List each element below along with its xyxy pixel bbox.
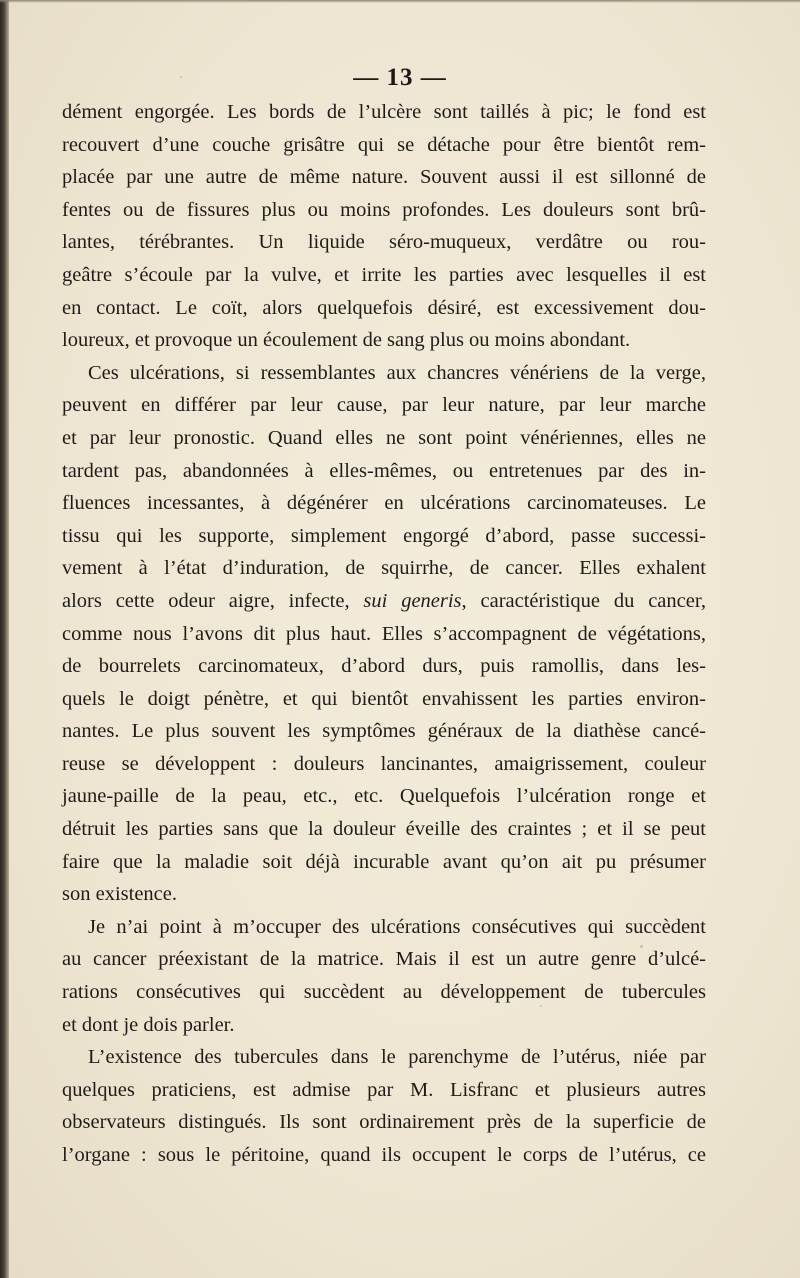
text-line: au cancer préexistant de la matrice. Mais il est un autre genre d’ulcé- bbox=[62, 948, 706, 971]
text-line: faire que la maladie soit déjà incurable avant qu’on ait pu présumer bbox=[62, 850, 706, 873]
text-segment: alors cette odeur aigre, infecte, bbox=[62, 589, 364, 612]
text-line: vement à l’état d’induration, de squirrhe, de cancer. Elles exhalent bbox=[62, 557, 706, 580]
paper-spot bbox=[640, 945, 643, 948]
text-segment: , caractéristique du cancer, bbox=[461, 589, 706, 612]
text-line: fentes ou de fissures plus ou moins profondes. Les douleurs sont brû- bbox=[62, 198, 706, 221]
text-line: comme nous l’avons dit plus haut. Elles s’accompagnent de végétations, bbox=[62, 622, 706, 645]
text-line: reuse se développent : douleurs lancinantes, amaigrissement, couleur bbox=[62, 752, 706, 775]
paper-spot bbox=[330, 1120, 332, 1122]
text-line: placée par une autre de même nature. Souvent aussi il est sillonné de bbox=[62, 166, 706, 189]
text-line: son existence. bbox=[62, 883, 177, 906]
body-text bbox=[62, 96, 706, 1172]
text-line bbox=[62, 585, 706, 618]
page-binding-edge bbox=[0, 0, 9, 1278]
text-line: geâtre s’écoule par la vulve, et irrite les parties avec lesquelles il est bbox=[62, 263, 706, 286]
page-top-edge bbox=[0, 0, 800, 3]
paper-spot bbox=[180, 76, 182, 78]
text-line: jaune-paille de la peau, etc., etc. Quelquefois l’ulcération ronge et bbox=[62, 785, 706, 808]
text-line: rations consécutives qui succèdent au développement de tubercules bbox=[62, 981, 706, 1004]
text-line: nantes. Le plus souvent les symptômes généraux de la diathèse cancé- bbox=[62, 720, 706, 743]
text-line: quelques praticiens, est admise par M. Lisfranc et plusieurs autres bbox=[62, 1078, 706, 1101]
text-line: observateurs distingués. Ils sont ordinairement près de la superficie de bbox=[62, 1111, 706, 1134]
text-line: et par leur pronostic. Quand elles ne sont point vénériennes, elles ne bbox=[62, 426, 706, 449]
text-line: de bourrelets carcinomateux, d’abord durs, puis ramollis, dans les- bbox=[62, 655, 706, 678]
text-line: tissu qui les supporte, simplement engorgé d’abord, passe successi- bbox=[62, 524, 706, 547]
text-line: peuvent en différer par leur cause, par leur nature, par leur marche bbox=[62, 394, 706, 417]
page-number: — 13 — bbox=[353, 64, 447, 91]
latin-phrase: sui generis bbox=[363, 589, 462, 612]
text-line: tardent pas, abandonnées à elles-mêmes, ou entretenues par des in- bbox=[62, 459, 706, 482]
text-line: Je n’ai point à m’occuper des ulcérations consécutives qui succèdent bbox=[88, 915, 706, 938]
text-line: Ces ulcérations, si ressemblantes aux chancres vénériens de la verge, bbox=[88, 361, 706, 384]
text-line: l’organe : sous le péritoine, quand ils occupent le corps de l’utérus, ce bbox=[62, 1144, 706, 1166]
text-line: détruit les parties sans que la douleur éveille des craintes ; et il se peut bbox=[62, 818, 706, 841]
paper-spot bbox=[490, 800, 492, 802]
text-line: dément engorgée. Les bords de l’ulcère sont taillés à pic; le fond est bbox=[62, 101, 706, 123]
text-line: loureux, et provoque un écoulement de sang plus ou moins abondant. bbox=[62, 329, 631, 352]
text-line: recouvert d’une couche grisâtre qui se détache pour être bientôt rem- bbox=[62, 133, 706, 156]
text-line: lantes, térébrantes. Un liquide séro-muqueux, verdâtre ou rou- bbox=[62, 231, 706, 254]
text-line: en contact. Le coït, alors quelquefois désiré, est excessivement dou- bbox=[62, 296, 706, 319]
text-line: et dont je dois parler. bbox=[62, 1013, 235, 1036]
text-line: quels le doigt pénètre, et qui bientôt envahissent les parties environ- bbox=[62, 687, 706, 710]
paper-spot bbox=[540, 1005, 542, 1007]
text-line: L’existence des tubercules dans le parenchyme de l’utérus, niée par bbox=[88, 1046, 706, 1069]
text-line: fluences incessantes, à dégénérer en ulcérations carcinomateuses. Le bbox=[62, 492, 706, 515]
